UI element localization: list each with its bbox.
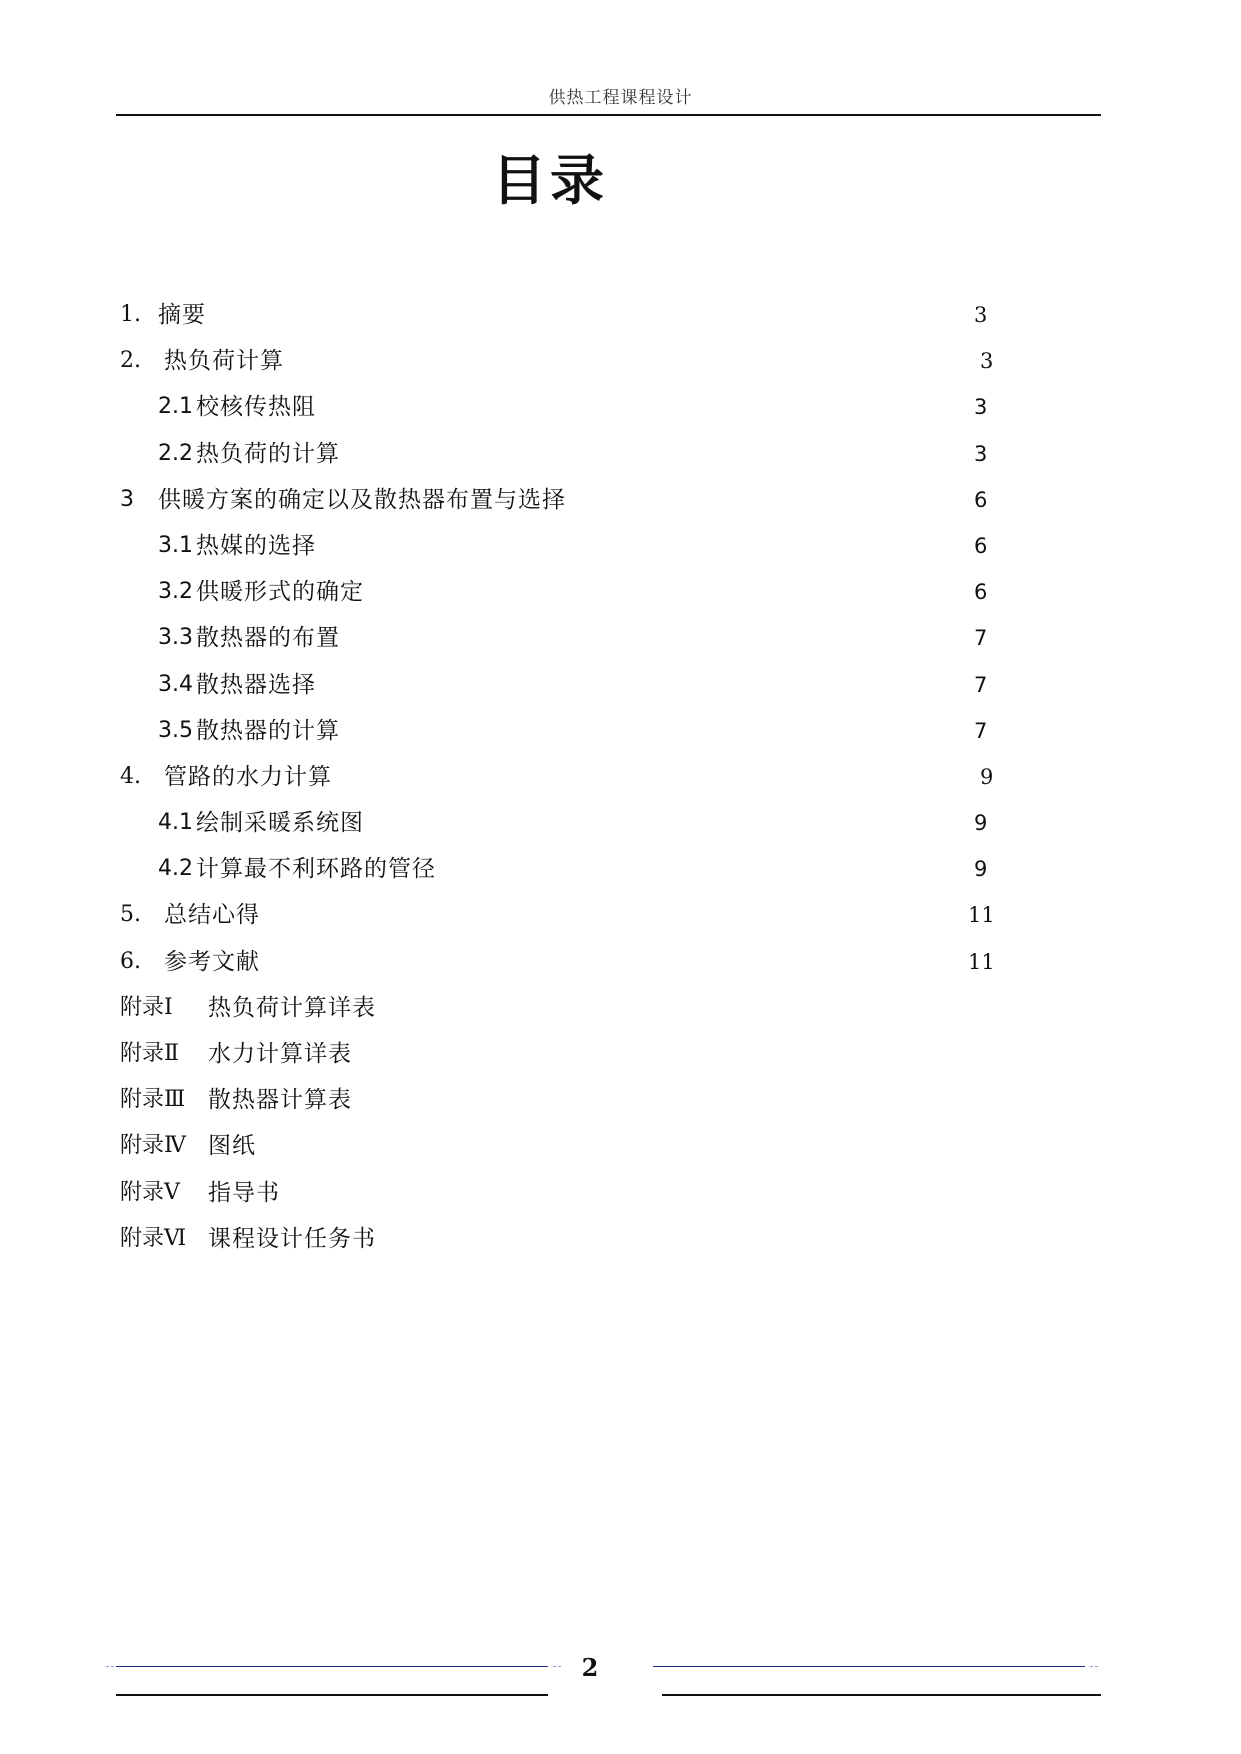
toc-entry-2-1[interactable]	[0, 386, 1241, 432]
toc-entry-5[interactable]	[0, 894, 1241, 940]
toc-entry-title: 绘制采暖系统图	[196, 810, 364, 837]
toc-entry-number: 5.	[120, 902, 141, 928]
toc-entry-title: 热负荷计算	[164, 348, 284, 375]
toc-entry-title: 热负荷的计算	[196, 440, 340, 467]
toc-entry-number: 附录Ⅰ	[120, 994, 173, 1020]
footer-right-tick	[1090, 1666, 1098, 1667]
toc-entry-page: 3	[974, 395, 988, 420]
toc-entry-title: 水力计算详表	[208, 1041, 352, 1067]
toc-entry-number: 4.1	[158, 810, 193, 836]
header-rule	[116, 114, 1101, 116]
page-number: 2	[581, 1653, 599, 1682]
toc-entry-number: 3.5	[158, 717, 193, 743]
toc-entry-3-3[interactable]	[0, 617, 1241, 663]
toc-entry-3-1[interactable]	[0, 525, 1241, 571]
toc-entry-title: 摘要	[158, 302, 206, 328]
toc-entry-number: 3.4	[158, 671, 193, 697]
toc-entry-number: 4.	[120, 763, 141, 789]
toc-entry-3-4[interactable]	[0, 664, 1241, 710]
page-header-text: 供热工程课程设计	[548, 88, 693, 108]
toc-entry-title: 散热器的计算	[196, 717, 340, 744]
footer-left-black-rule	[116, 1694, 548, 1696]
toc-entry-3[interactable]	[0, 479, 1241, 525]
toc-entry-number: 2.	[120, 348, 141, 374]
toc-entry-3-2[interactable]	[0, 571, 1241, 617]
toc-entry-title: 总结心得	[164, 902, 260, 929]
toc-entry-title: 供暖方案的确定以及散热器布置与选择	[158, 486, 566, 513]
toc-entry-page: 6	[974, 487, 988, 512]
toc-entry-number: 附录Ⅳ	[120, 1133, 186, 1159]
toc-entry-number: 2.2	[158, 440, 193, 466]
toc-title: 目录	[492, 149, 608, 212]
toc-entry-1[interactable]	[0, 294, 1241, 340]
toc-entry-title: 供暖形式的确定	[196, 579, 364, 606]
toc-appendix-2[interactable]	[0, 1033, 1241, 1079]
toc-entry-page: 7	[974, 672, 988, 697]
toc-entry-page: 6	[974, 580, 988, 605]
toc-entry-title: 热负荷计算详表	[208, 994, 376, 1021]
toc-entry-4-1[interactable]	[0, 802, 1241, 848]
toc-entry-number: 2.1	[158, 394, 193, 420]
toc-entry-number: 3.1	[158, 532, 193, 558]
toc-entry-4[interactable]	[0, 756, 1241, 802]
toc-entry-title: 图纸	[208, 1133, 256, 1160]
toc-entry-number: 附录Ⅴ	[120, 1179, 180, 1205]
toc-entry-title: 散热器计算表	[208, 1087, 352, 1114]
footer-left-blue-rule	[116, 1666, 548, 1667]
toc-entry-number: 4.2	[158, 856, 193, 882]
toc-entry-page: 3	[974, 441, 988, 466]
toc-entry-title: 指导书	[208, 1179, 280, 1206]
toc-entry-number: 6.	[120, 948, 141, 974]
toc-appendix-4[interactable]	[0, 1125, 1241, 1171]
toc-entry-number: 3	[120, 486, 134, 512]
toc-entry-page: 7	[974, 718, 988, 743]
toc-entry-page: 3	[980, 349, 994, 374]
toc-entry-number: 附录Ⅱ	[120, 1041, 179, 1066]
toc-appendix-1[interactable]	[0, 987, 1241, 1033]
toc-entry-page: 9	[974, 811, 988, 836]
toc-entry-page: 9	[974, 857, 988, 882]
toc-entry-number: 附录Ⅲ	[120, 1087, 186, 1113]
toc-entry-page: 3	[974, 303, 988, 327]
toc-entry-title: 计算最不利环路的管径	[196, 856, 436, 883]
footer-left-tick	[106, 1666, 114, 1667]
toc-appendix-6[interactable]	[0, 1218, 1241, 1264]
toc-entry-title: 校核传热阻	[196, 394, 316, 421]
toc-entry-page: 9	[980, 764, 994, 789]
footer-right-black-rule	[662, 1694, 1101, 1696]
toc-entry-page: 11	[968, 903, 995, 928]
table-of-contents	[0, 294, 1241, 1264]
toc-entry-page: 6	[974, 533, 988, 558]
toc-entry-number: 3.3	[158, 625, 193, 651]
toc-entry-6[interactable]	[0, 941, 1241, 987]
footer-right-blue-rule	[653, 1666, 1085, 1667]
toc-entry-3-5[interactable]	[0, 710, 1241, 756]
toc-appendix-5[interactable]	[0, 1172, 1241, 1218]
toc-entry-2[interactable]	[0, 340, 1241, 386]
toc-entry-title: 热媒的选择	[196, 532, 316, 559]
toc-entry-title: 管路的水力计算	[164, 763, 332, 790]
toc-entry-page: 11	[968, 949, 995, 974]
toc-appendix-3[interactable]	[0, 1079, 1241, 1125]
toc-entry-title: 散热器选择	[196, 671, 316, 698]
toc-entry-2-2[interactable]	[0, 433, 1241, 479]
toc-entry-title: 散热器的布置	[196, 625, 340, 652]
toc-entry-number: 3.2	[158, 579, 193, 605]
toc-entry-title: 课程设计任务书	[208, 1225, 376, 1252]
toc-entry-number: 1.	[120, 302, 141, 327]
toc-entry-title: 参考文献	[164, 948, 260, 975]
toc-entry-4-2[interactable]	[0, 848, 1241, 894]
toc-entry-page: 7	[974, 626, 988, 651]
toc-entry-number: 附录Ⅵ	[120, 1225, 187, 1251]
